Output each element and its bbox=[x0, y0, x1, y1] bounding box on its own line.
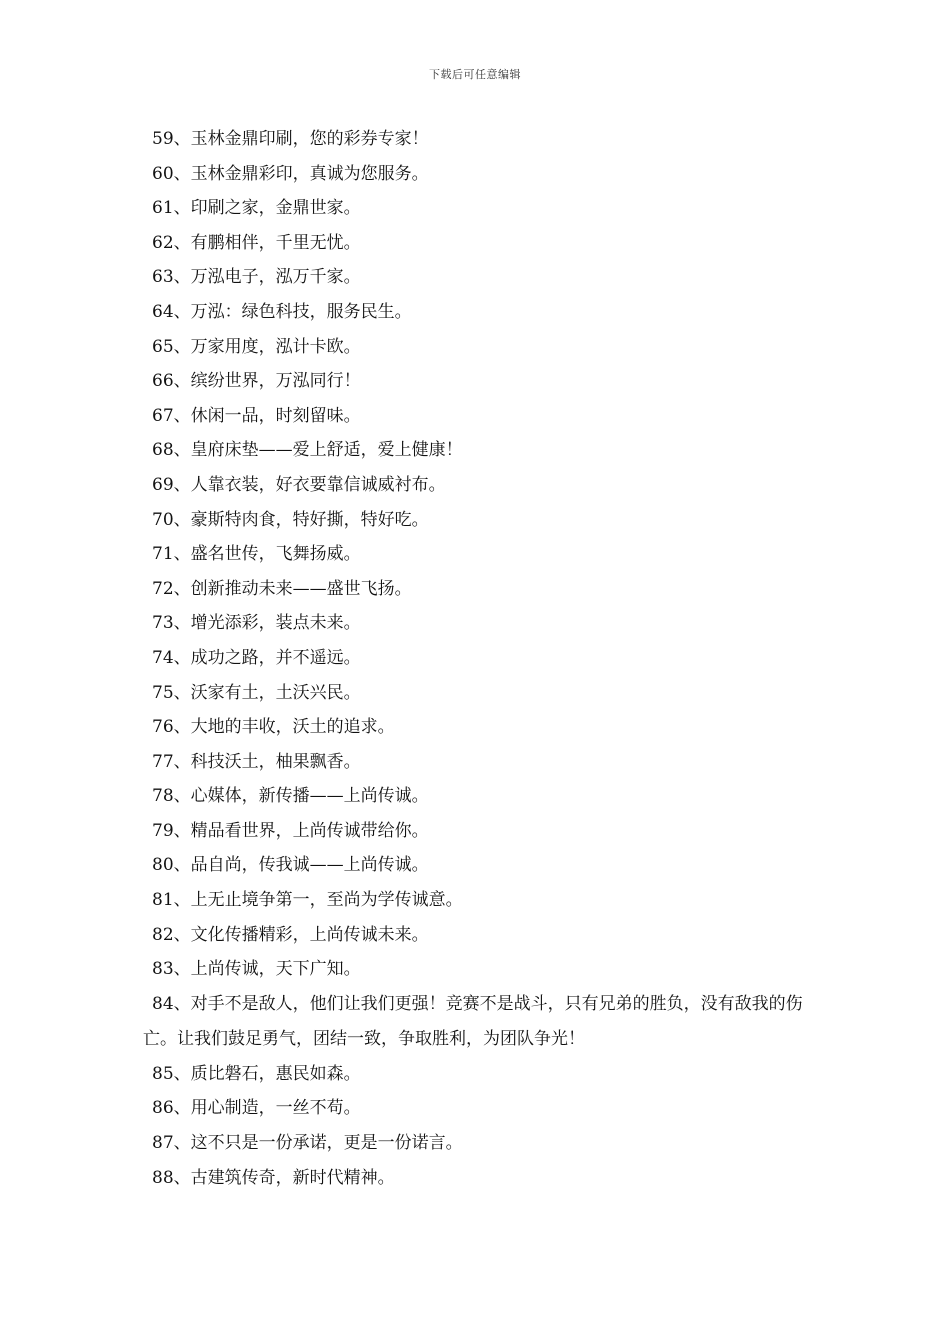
list-item: 81、上无止境争第一，至尚为学传诚意。 bbox=[152, 890, 463, 911]
document-body bbox=[143, 122, 813, 1195]
list-item: 72、创新推动未来——盛世飞扬。 bbox=[152, 578, 412, 599]
list-item: 69、人靠衣装，好衣要靠信诚威衬布。 bbox=[152, 474, 446, 495]
list-item: 75、沃家有土，土沃兴民。 bbox=[152, 682, 361, 703]
list-item: 70、豪斯特肉食，特好撕，特好吃。 bbox=[152, 509, 429, 530]
list-item: 64、万泓：绿色科技，服务民生。 bbox=[152, 301, 412, 322]
list-item: 86、用心制造，一丝不苟。 bbox=[152, 1098, 361, 1119]
list-item: 65、万家用度，泓计卡欧。 bbox=[152, 336, 361, 357]
list-item: 61、印刷之家，金鼎世家。 bbox=[152, 198, 361, 219]
paragraph-item: 84、对手不是敌人，他们让我们更强！竞赛不是战斗，只有兄弟的胜负，没有敌我的伤亡。让我们鼓足勇气，团结一致，争取胜利，为团队争光！ bbox=[143, 993, 803, 1049]
list-item: 79、精品看世界，上尚传诚带给你。 bbox=[152, 820, 429, 841]
list-item: 71、盛名世传，飞舞扬威。 bbox=[152, 544, 361, 565]
list-item: 66、缤纷世界，万泓同行！ bbox=[152, 371, 361, 392]
list-item: 63、万泓电子，泓万千家。 bbox=[152, 267, 361, 288]
list-item: 82、文化传播精彩，上尚传诚未来。 bbox=[152, 924, 429, 945]
list-item: 88、古建筑传奇，新时代精神。 bbox=[152, 1167, 395, 1188]
list-item: 80、品自尚，传我诚——上尚传诚。 bbox=[152, 855, 429, 876]
list-item: 74、成功之路，并不遥远。 bbox=[152, 647, 361, 668]
list-item: 68、皇府床垫——爱上舒适，爱上健康！ bbox=[152, 440, 463, 461]
list-item: 87、这不只是一份承诺，更是一份诺言。 bbox=[152, 1133, 463, 1154]
page-header: 下载后可任意编辑 bbox=[429, 68, 521, 81]
list-item: 78、心媒体，新传播——上尚传诚。 bbox=[152, 786, 429, 807]
list-item: 73、增光添彩，装点未来。 bbox=[152, 613, 361, 634]
list-item: 85、质比磐石，惠民如森。 bbox=[152, 1063, 361, 1084]
list-item: 77、科技沃土，柚果飘香。 bbox=[152, 751, 361, 772]
list-item: 67、休闲一品，时刻留味。 bbox=[152, 405, 361, 426]
list-item: 83、上尚传诚，天下广知。 bbox=[152, 959, 361, 980]
list-item: 60、玉林金鼎彩印，真诚为您服务。 bbox=[152, 163, 429, 184]
list-item: 62、有鹏相伴，千里无忧。 bbox=[152, 232, 361, 253]
list-item: 59、玉林金鼎印刷，您的彩券专家！ bbox=[152, 129, 429, 149]
list-item: 76、大地的丰收，沃土的追求。 bbox=[152, 717, 395, 738]
